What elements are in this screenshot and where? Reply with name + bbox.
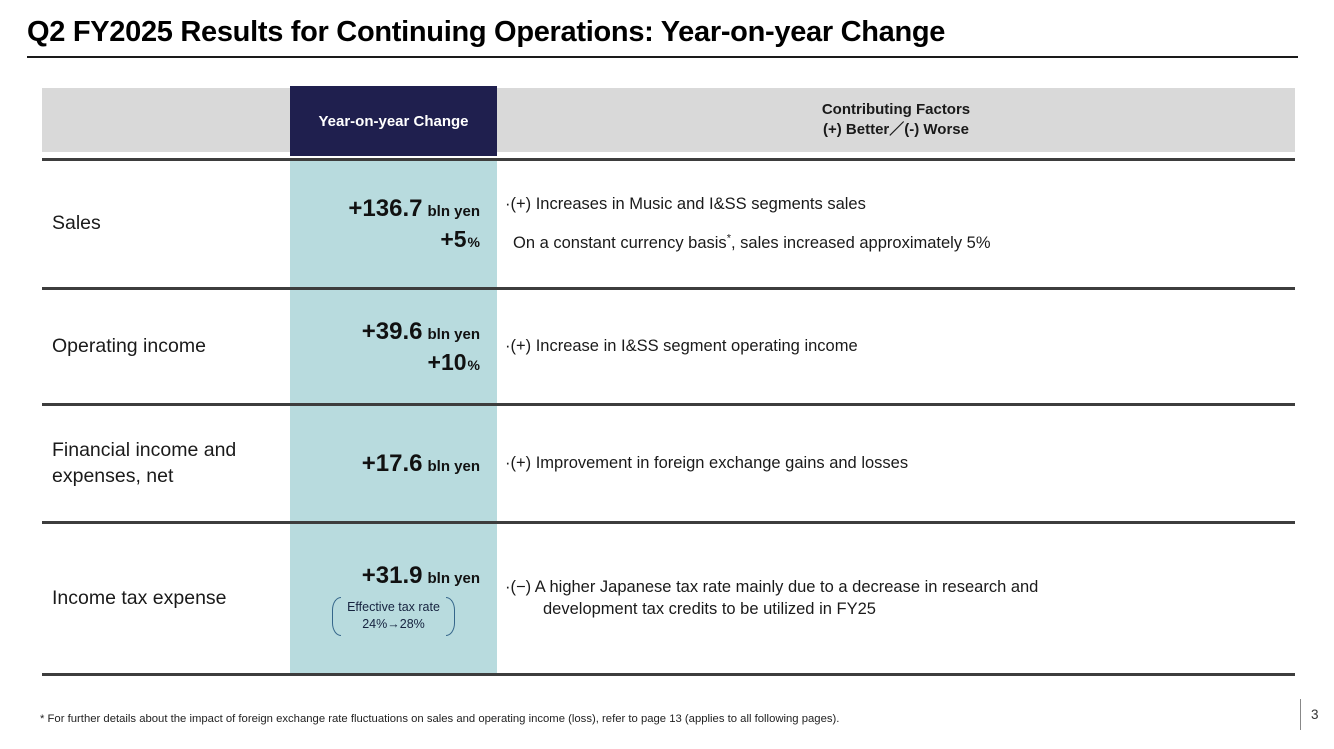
- table-row-income-tax: [42, 521, 1295, 673]
- yoy-change-header-label: Year-on-year Change: [318, 112, 469, 130]
- note-line: 24%→28%: [362, 617, 425, 631]
- yoy-change-header: [290, 86, 497, 156]
- yoy-value-cell: [290, 161, 497, 287]
- table-header-row: [42, 88, 1295, 152]
- value-line: [362, 318, 480, 346]
- factors-cell: [497, 406, 1295, 521]
- page-number-value: 3: [1311, 707, 1319, 722]
- row-label: Sales: [52, 212, 101, 235]
- table-row-sales: [42, 158, 1295, 287]
- left-paren-icon: [332, 597, 341, 636]
- yoy-value-cell: [290, 406, 497, 521]
- value-line: [362, 562, 480, 590]
- factors-cell: [497, 524, 1295, 673]
- value-percent-line: [440, 226, 480, 253]
- header-empty-cell: [42, 88, 290, 152]
- value-unit: bln yen: [427, 569, 480, 587]
- contributing-factors-line2: (+) Better／(-) Worse: [823, 121, 969, 138]
- note-line: Effective tax rate: [347, 599, 440, 614]
- footnote-marker: *: [726, 232, 731, 244]
- row-label: Financial income and expenses, net: [52, 439, 237, 487]
- table-row-operating-income: [42, 287, 1295, 403]
- effective-tax-rate-note: [332, 597, 455, 636]
- yoy-value-cell: [290, 524, 497, 673]
- results-table: [42, 88, 1295, 676]
- factor-line: development tax credits to be utilized in FY25: [543, 599, 876, 618]
- row-label: Operating income: [52, 334, 206, 357]
- page-number: [1300, 699, 1319, 730]
- value-amount: +136.7: [348, 195, 423, 222]
- table-row-financial-income: [42, 403, 1295, 521]
- value-amount: +17.6: [361, 449, 423, 477]
- value-unit: bln yen: [427, 457, 480, 475]
- effective-tax-rate-text: [345, 597, 442, 636]
- value-line: [348, 195, 480, 223]
- value-amount: +31.9: [361, 561, 423, 589]
- contributing-factors-header: [497, 88, 1295, 152]
- value-percent-sign: %: [467, 356, 480, 373]
- value-percent-line: [428, 349, 480, 376]
- contributing-factors-line1: Contributing Factors: [821, 100, 971, 118]
- value-percent: +5: [440, 226, 467, 252]
- right-paren-icon: [446, 597, 455, 636]
- factor-line: [505, 233, 1289, 254]
- factors-cell: [497, 290, 1295, 403]
- factors-cell: [497, 161, 1295, 287]
- factor-text: , sales increased approximately 5%: [730, 233, 991, 252]
- factor-line: ·(−) A higher Japanese tax rate mainly due to a decrease in research and: [505, 578, 1039, 597]
- value-line: [362, 450, 480, 478]
- row-label: Income tax expense: [52, 586, 227, 609]
- factor-line: ·(+) Increases in Music and I&SS segments sales: [505, 195, 866, 214]
- footnote: * For further details about the impact of foreign exchange rate fluctuations on sales and operating income (loss), refer to page 13 (applies to all following pages).: [40, 713, 840, 725]
- value-percent: +10: [427, 348, 467, 375]
- value-unit: bln yen: [427, 203, 480, 220]
- value-amount: +39.6: [361, 317, 423, 345]
- yoy-change-header-cell: [290, 88, 497, 152]
- yoy-value-cell: [290, 290, 497, 403]
- page-title: Q2 FY2025 Results for Continuing Operations: Year-on-year Change: [27, 16, 1298, 58]
- factor-line: ·(+) Increase in I&SS segment operating income: [505, 336, 858, 355]
- value-unit: bln yen: [427, 325, 480, 343]
- table-body: [42, 158, 1295, 676]
- factor-text: On a constant currency basis: [513, 233, 727, 252]
- value-percent-sign: %: [467, 234, 480, 250]
- factor-line: ·(+) Improvement in foreign exchange gains and losses: [505, 453, 909, 472]
